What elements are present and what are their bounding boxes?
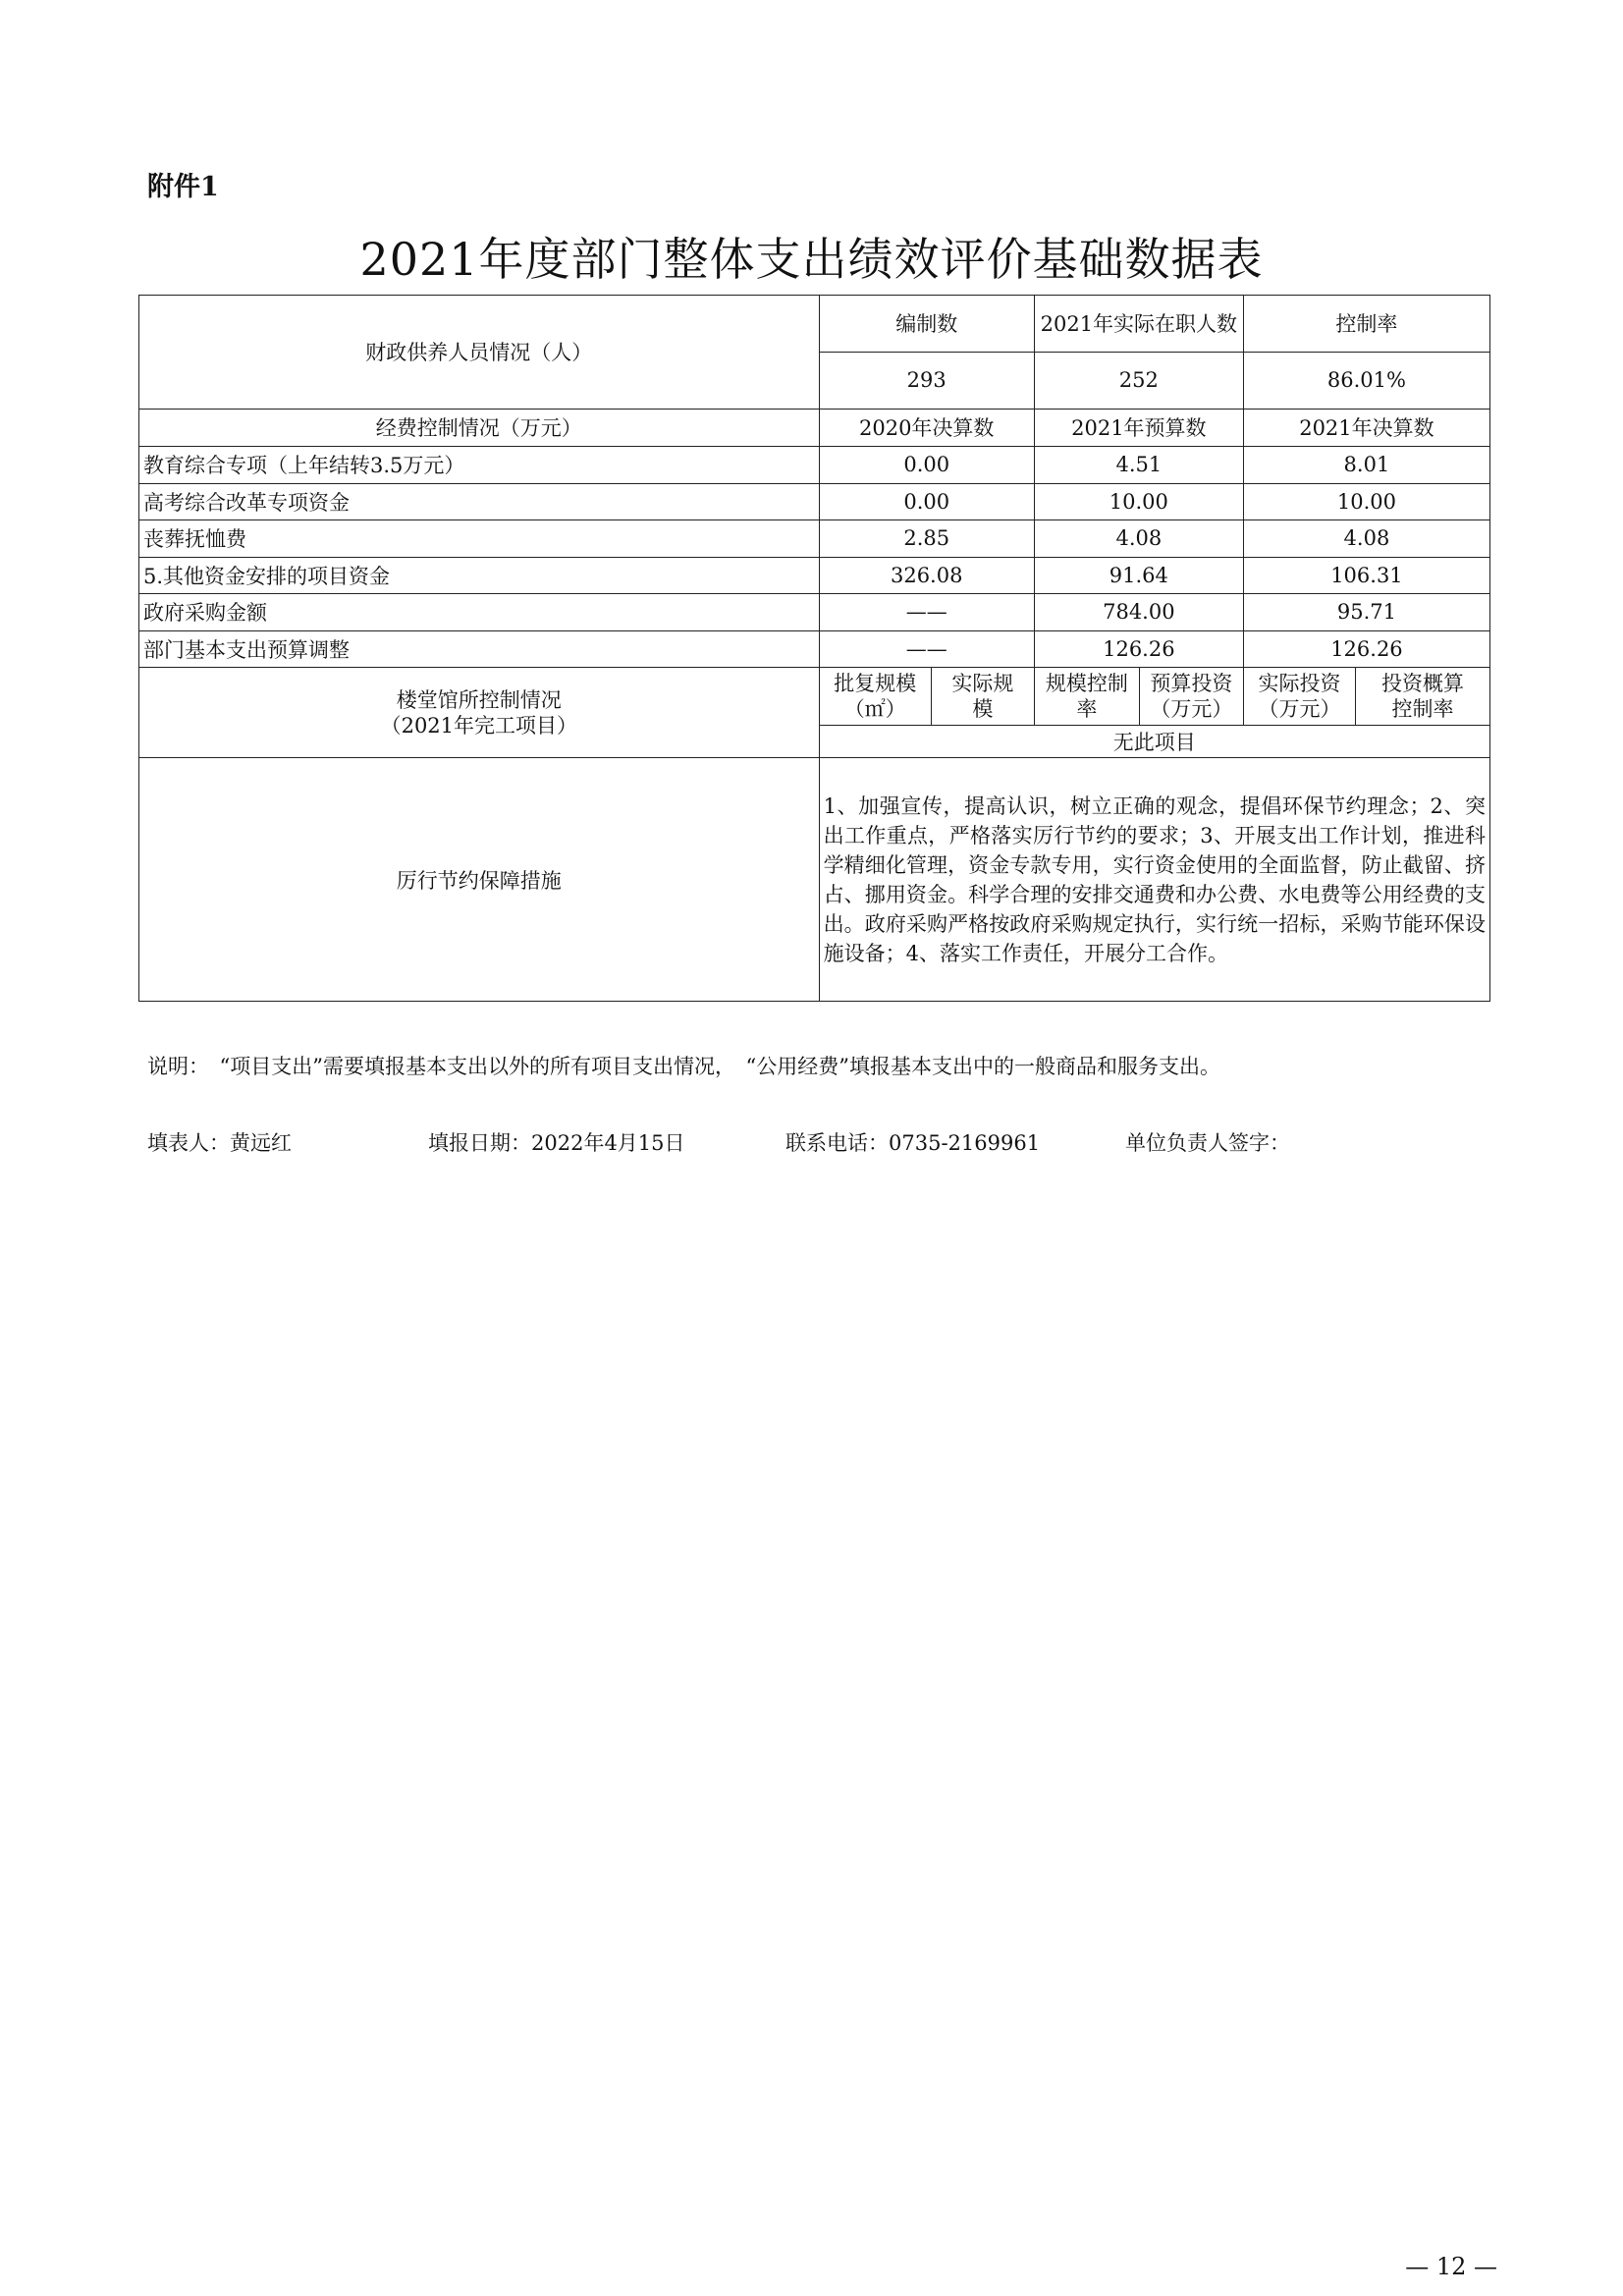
building-header-scale-rate (1034, 668, 1139, 726)
fund-row-name: 丧葬抚恤费 (139, 520, 820, 558)
fund-row-v3: 4.08 (1243, 520, 1489, 558)
fund-row-v2: 784.00 (1034, 594, 1243, 631)
fund-row-v3: 95.71 (1243, 594, 1489, 631)
fund-row-name: 政府采购金额 (139, 594, 820, 631)
fund-row-v1: 0.00 (819, 447, 1034, 484)
fund-row-v1: 2.85 (819, 520, 1034, 558)
fill-date: 填报日期：2022年4月15日 (428, 1131, 685, 1155)
funds-header-2021-final: 2021年决算数 (1243, 409, 1489, 447)
fund-row-v2: 4.08 (1034, 520, 1243, 558)
staff-value-quota: 293 (819, 352, 1034, 409)
fund-row-v3: 8.01 (1243, 447, 1489, 484)
header-line: 实际投资 (1258, 672, 1341, 696)
note-text: 说明： “项目支出”需要填报基本支出以外的所有项目支出情况， “公用经费”填报基本支出中的一般商品和服务支出。 (147, 1055, 1220, 1078)
building-label-line1: 楼堂馆所控制情况 (396, 687, 562, 712)
staff-header-quota: 编制数 (819, 296, 1034, 353)
header-line: 规模控制率 (1045, 672, 1128, 722)
fund-row-name: 教育综合专项（上年结转3.5万元） (139, 447, 820, 484)
page-title: 2021年度部门整体支出绩效评价基础数据表 (359, 233, 1264, 286)
fund-row-v3: 126.26 (1243, 630, 1489, 668)
performance-data-table (138, 295, 1490, 1002)
header-line: （㎡） (843, 697, 906, 722)
building-header-approved-scale (819, 668, 931, 726)
header-line: （万元） (1150, 697, 1233, 722)
fund-row-v1: —— (819, 594, 1034, 631)
page-number: — 12 — (1405, 2253, 1497, 2280)
fund-row-v1: 326.08 (819, 557, 1034, 594)
header-line: 批复规模 (834, 672, 917, 696)
building-header-investment-rate (1356, 668, 1490, 726)
fund-row-v2: 10.00 (1034, 483, 1243, 520)
signature-label: 单位负责人签字： (1125, 1131, 1290, 1155)
table-row (139, 630, 1490, 668)
fund-row-v1: —— (819, 630, 1034, 668)
fund-row-name: 5.其他资金安排的项目资金 (139, 557, 820, 594)
fund-row-v3: 10.00 (1243, 483, 1489, 520)
header-line: 控制率 (1391, 697, 1454, 722)
staff-label: 财政供养人员情况（人） (139, 296, 820, 410)
table-row (139, 594, 1490, 631)
building-header-budget-investment (1139, 668, 1243, 726)
fund-row-v2: 4.51 (1034, 447, 1243, 484)
fund-row-v1: 0.00 (819, 483, 1034, 520)
building-label (139, 668, 820, 758)
header-line: 投资概算 (1381, 672, 1465, 696)
funds-label: 经费控制情况（万元） (139, 409, 820, 447)
staff-header-rate: 控制率 (1243, 296, 1489, 353)
building-header-actual-investment (1243, 668, 1355, 726)
funds-header-2021-budget: 2021年预算数 (1034, 409, 1243, 447)
fund-row-v3: 106.31 (1243, 557, 1489, 594)
fund-row-name: 高考综合改革专项资金 (139, 483, 820, 520)
saving-measures-text: 1、加强宣传，提高认识，树立正确的观念，提倡环保节约理念；2、突出工作重点，严格落实厉行节约的要求；3、开展支出工作计划，推进科学精细化管理，资金专款专用，实行资金使用的全面监督，防止截留、挤占、挪用资金。科学合理的安排交通费和办公费、水电费等公用经费的支出。政府采购严格按政府采购规定执行，实行统一招标，采购节能环保设施设备；4、落实工作责任，开展分工合作。 (819, 758, 1489, 1002)
header-line: 实际规 (951, 672, 1014, 696)
building-label-line2: （2021年完工项目） (380, 713, 578, 738)
fund-row-v2: 91.64 (1034, 557, 1243, 594)
filler-name: 填表人：黄远红 (147, 1131, 292, 1155)
staff-header-actual: 2021年实际在职人数 (1034, 296, 1243, 353)
staff-value-rate: 86.01% (1243, 352, 1489, 409)
building-header-actual-scale (931, 668, 1034, 726)
header-line: 预算投资 (1150, 672, 1233, 696)
fund-row-v2: 126.26 (1034, 630, 1243, 668)
table-row (139, 447, 1490, 484)
attachment-label: 附件1 (147, 172, 219, 202)
table-row (139, 520, 1490, 558)
table-row (139, 483, 1490, 520)
header-line: （万元） (1258, 697, 1341, 722)
table-row (139, 557, 1490, 594)
staff-value-actual: 252 (1034, 352, 1243, 409)
funds-header-2020-final: 2020年决算数 (819, 409, 1034, 447)
header-line: 模 (972, 697, 994, 722)
building-none-text: 无此项目 (819, 726, 1489, 758)
saving-label: 厉行节约保障措施 (139, 758, 820, 1002)
fund-row-name: 部门基本支出预算调整 (139, 630, 820, 668)
contact-phone: 联系电话：0735-2169961 (785, 1131, 1041, 1155)
